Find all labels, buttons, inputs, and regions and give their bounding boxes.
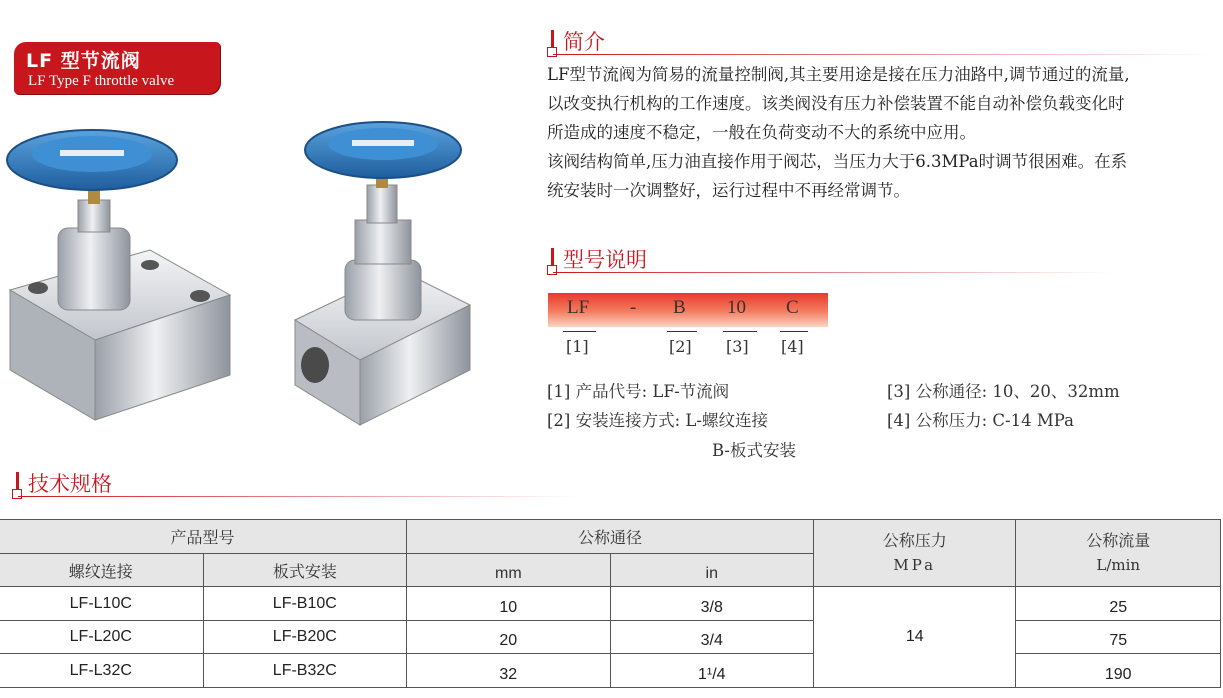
code-part-10: 10	[727, 297, 746, 318]
code-part-c: C	[786, 297, 799, 318]
cell-pressure: 14	[813, 587, 1015, 688]
cell-thread: LF-L20C	[0, 621, 203, 654]
code-underline	[780, 331, 808, 332]
intro-line: 以改变执行机构的工作速度。该类阀没有压力补偿装置不能自动补偿负载变化时	[547, 94, 1125, 113]
section-title-spec: 技术规格	[28, 472, 112, 496]
cell-mm: 10	[407, 587, 610, 621]
table-row	[0, 587, 1221, 621]
code-underline	[723, 331, 757, 332]
header-underline	[553, 54, 1213, 55]
header-in: in	[610, 554, 813, 587]
code-underline	[667, 331, 697, 332]
header-underline	[18, 496, 578, 497]
product-title-cn: LF 型节流阀	[26, 50, 141, 72]
header-pressure-label: 公称压力	[882, 531, 947, 550]
code-underline	[563, 331, 596, 332]
model-note-4: [4] 公称压力: C-14 MPa	[887, 411, 1074, 430]
intro-line: 所造成的速度不稳定，一般在负荷变动不大的系统中应用。	[547, 123, 976, 142]
code-part-dash: -	[630, 297, 637, 318]
intro-paragraph	[547, 60, 1130, 205]
model-note-2: [2] 安装连接方式: L-螺纹连接	[547, 411, 768, 430]
header-bore: 公称通径	[407, 520, 814, 554]
code-index: [4]	[781, 337, 804, 356]
plate-mount-valve-image	[7, 130, 230, 420]
cell-thread: LF-L32C	[0, 654, 203, 688]
intro-line: 统安装时一次调整好，运行过程中不再经常调节。	[547, 181, 910, 200]
cell-mm: 32	[407, 654, 610, 688]
model-note-1: [1] 产品代号: LF-节流阀	[547, 382, 730, 401]
product-title-en: LF Type F throttle valve	[28, 73, 175, 89]
cell-flow: 25	[1016, 587, 1221, 621]
header-flow	[1016, 520, 1221, 587]
code-part-lf: LF	[567, 297, 590, 318]
cell-plate: LF-B10C	[203, 587, 407, 621]
code-part-b: B	[673, 297, 686, 318]
header-thread: 螺纹连接	[0, 554, 203, 587]
header-marker-square	[547, 265, 557, 275]
header-marker-square	[12, 489, 22, 499]
product-title-badge	[14, 42, 220, 94]
code-index: [3]	[726, 337, 749, 356]
threaded-valve-image	[295, 122, 470, 425]
header-marker-square	[547, 47, 557, 57]
section-title-model: 型号说明	[563, 248, 647, 272]
header-flow-unit: L/min	[1096, 556, 1141, 574]
header-model: 产品型号	[0, 520, 407, 554]
cell-thread: LF-L10C	[0, 587, 203, 621]
cell-flow: 75	[1016, 621, 1221, 654]
cell-in: 3/8	[610, 587, 813, 621]
cell-mm: 20	[407, 621, 610, 654]
valve-illustrations	[0, 120, 500, 430]
cell-plate: LF-B20C	[203, 621, 407, 654]
table-row	[0, 654, 1221, 688]
intro-line: 该阀结构简单,压力油直接作用于阀芯，当压力大于6.3MPa时调节很困难。在系	[547, 152, 1128, 171]
header-pressure-unit: MPa	[893, 556, 937, 574]
cell-in: 1¹/4	[610, 654, 813, 688]
section-title-intro: 简介	[563, 30, 605, 54]
table-row	[0, 621, 1221, 654]
header-plate: 板式安装	[203, 554, 407, 587]
code-index: [1]	[566, 337, 589, 356]
cell-plate: LF-B32C	[203, 654, 407, 688]
header-mm: mm	[407, 554, 610, 587]
header-pressure	[813, 520, 1015, 587]
header-flow-label: 公称流量	[1086, 531, 1151, 550]
cell-flow: 190	[1016, 654, 1221, 688]
model-note-2b: B-板式安装	[712, 441, 797, 460]
model-note-3: [3] 公称通径: 10、20、32mm	[887, 382, 1120, 401]
intro-line: LF型节流阀为简易的流量控制阀,其主要用途是接在压力油路中,调节通过的流量,	[547, 65, 1130, 84]
cell-in: 3/4	[610, 621, 813, 654]
code-index: [2]	[669, 337, 692, 356]
table-header-row	[0, 520, 1221, 554]
spec-table	[0, 519, 1221, 688]
header-underline	[553, 272, 1113, 273]
